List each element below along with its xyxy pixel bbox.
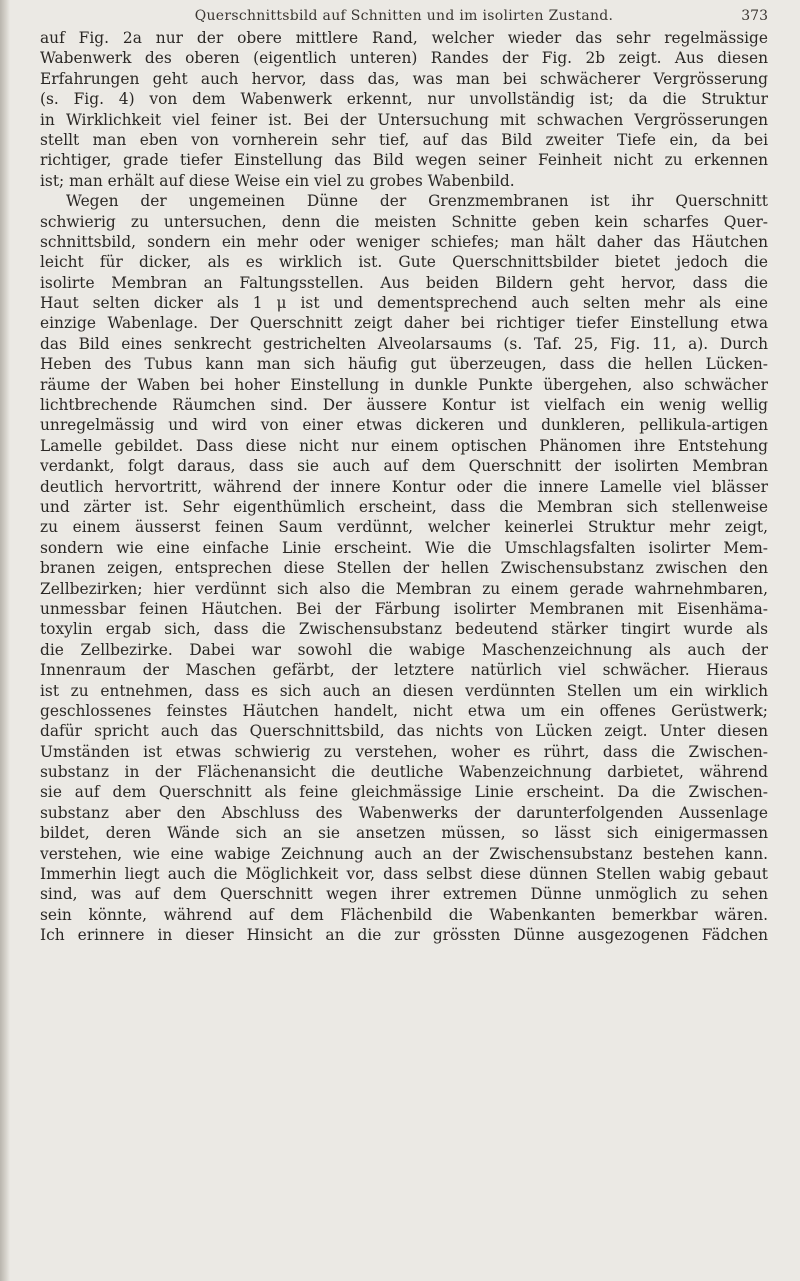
text-line: Lamelle gebildet. Dass diese nicht nur einem optischen Phänomen ihre Entstehung [40, 436, 768, 455]
text-line: substanz in der Flächenansicht die deutliche Wabenzeichnung darbietet, während [40, 763, 768, 782]
text-line: Wegen der ungemeinen Dünne der Grenzmembranen ist ihr Querschnitt [66, 192, 768, 211]
text-line: sondern wie eine einfache Linie erscheint. Wie die Umschlagsfalten isolirter Mem- [40, 538, 768, 557]
text-line: (s. Fig. 4) von dem Wabenwerk erkennt, nur unvollständig ist; da die Struktur [40, 90, 768, 109]
text-line: Umständen ist etwas schwierig zu verstehen, woher es rührt, dass die Zwischen- [40, 742, 768, 761]
text-line: leicht für dicker, als es wirklich ist. Gute Querschnittsbilder bietet jedoch die [40, 253, 768, 272]
text-line: toxylin ergab sich, dass die Zwischensubstanz bedeutend stärker tingirt wurde als [40, 620, 768, 639]
text-line: Zellbezirken; hier verdünnt sich also die Membran zu einem gerade wahrnehmbaren, [40, 579, 768, 598]
text-line: unmessbar feinen Häutchen. Bei der Färbung isolirter Membranen mit Eisenhäma- [40, 599, 768, 618]
text-line: sein könnte, während auf dem Flächenbild die Wabenkanten bemerkbar wären. [40, 905, 768, 924]
text-line: einzige Wabenlage. Der Querschnitt zeigt daher bei richtiger tiefer Einstellung etwa [40, 314, 768, 333]
text-line: substanz aber den Abschluss des Wabenwerks der darunterfolgenden Aussenlage [40, 803, 768, 822]
text-line: Wabenwerk des oberen (eigentlich unteren) Randes der Fig. 2b zeigt. Aus diesen [40, 49, 768, 68]
text-line: das Bild eines senkrecht gestrichelten Alveolarsaums (s. Taf. 25, Fig. 11, a). Durch [40, 334, 768, 353]
text-line: stellt man eben von vornherein sehr tief, auf das Bild zweiter Tiefe ein, da bei [40, 130, 768, 149]
body-text [40, 28, 768, 946]
page-gutter-shadow [0, 0, 10, 1281]
text-line: bildet, deren Wände sich an sie ansetzen müssen, so lässt sich einigermassen [40, 824, 768, 843]
text-line: dafür spricht auch das Querschnittsbild, das nichts von Lücken zeigt. Unter diesen [40, 722, 768, 741]
text-line: Immerhin liegt auch die Möglichkeit vor, dass selbst diese dünnen Stellen wabig gebaut [40, 865, 768, 884]
running-head-title: Querschnittsbild auf Schnitten und im isolirten Zustand. [194, 8, 614, 24]
text-line: geschlossenes feinstes Häutchen handelt, nicht etwa um ein offenes Gerüstwerk; [40, 701, 768, 720]
text-line: isolirte Membran an Faltungsstellen. Aus beiden Bildern geht hervor, dass die [40, 273, 768, 292]
text-line: und zärter ist. Sehr eigenthümlich erscheint, dass die Membran sich stellenweise [40, 497, 768, 516]
text-line: Innenraum der Maschen gefärbt, der letztere natürlich viel schwächer. Hieraus [40, 661, 768, 680]
text-line: die Zellbezirke. Dabei war sowohl die wabige Maschenzeichnung als auch der [40, 640, 768, 659]
text-line: Haut selten dicker als 1 μ ist und dementsprechend auch selten mehr als eine [40, 294, 768, 313]
text-line: in Wirklichkeit viel feiner ist. Bei der Untersuchung mit schwachen Vergrösserungen [40, 110, 768, 129]
text-line: sie auf dem Querschnitt als feine gleichmässige Linie erscheint. Da die Zwischen- [40, 783, 768, 802]
text-line: ist; man erhält auf diese Weise ein viel zu grobes Wabenbild. [40, 171, 515, 190]
text-line: unregelmässig und wird von einer etwas dickeren und dunkleren, pellikula-artigen [40, 416, 768, 435]
page-number: 373 [741, 8, 768, 24]
text-line: Ich erinnere in dieser Hinsicht an die zur grössten Dünne ausgezogenen Fädchen [40, 926, 768, 945]
running-head [40, 4, 768, 28]
text-line: zu einem äusserst feinen Saum verdünnt, welcher keinerlei Struktur mehr zeigt, [40, 518, 768, 537]
text-line: verstehen, wie eine wabige Zeichnung auch an der Zwischensubstanz bestehen kann. [40, 844, 768, 863]
text-line: deutlich hervortritt, während der innere Kontur oder die innere Lamelle viel blässer [40, 477, 768, 496]
text-line: räume der Waben bei hoher Einstellung in dunkle Punkte übergehen, also schwächer [40, 375, 768, 394]
text-line: schwierig zu untersuchen, denn die meisten Schnitte geben kein scharfes Quer- [40, 212, 768, 231]
text-line: schnittsbild, sondern ein mehr oder weniger schiefes; man hält daher das Häutchen [40, 232, 768, 251]
text-line: verdankt, folgt daraus, dass sie auch auf dem Querschnitt der isolirten Membran [40, 457, 768, 476]
text-line: ist zu entnehmen, dass es sich auch an diesen verdünnten Stellen um ein wirklich [40, 681, 768, 700]
text-line: branen zeigen, entsprechen diese Stellen der hellen Zwischensubstanz zwischen den [40, 559, 768, 578]
text-line: sind, was auf dem Querschnitt wegen ihrer extremen Dünne unmöglich zu sehen [40, 885, 768, 904]
text-line: lichtbrechende Räumchen sind. Der äussere Kontur ist vielfach ein wenig wellig [40, 396, 768, 415]
text-line: Heben des Tubus kann man sich häufig gut überzeugen, dass die hellen Lücken- [40, 355, 768, 374]
text-line: auf Fig. 2a nur der obere mittlere Rand, welcher wieder das sehr regelmässige [40, 29, 768, 47]
text-line: Erfahrungen geht auch hervor, dass das, was man bei schwächerer Vergrösserung [40, 69, 768, 88]
text-line: richtiger, grade tiefer Einstellung das Bild wegen seiner Feinheit nicht zu erkennen [40, 151, 768, 170]
